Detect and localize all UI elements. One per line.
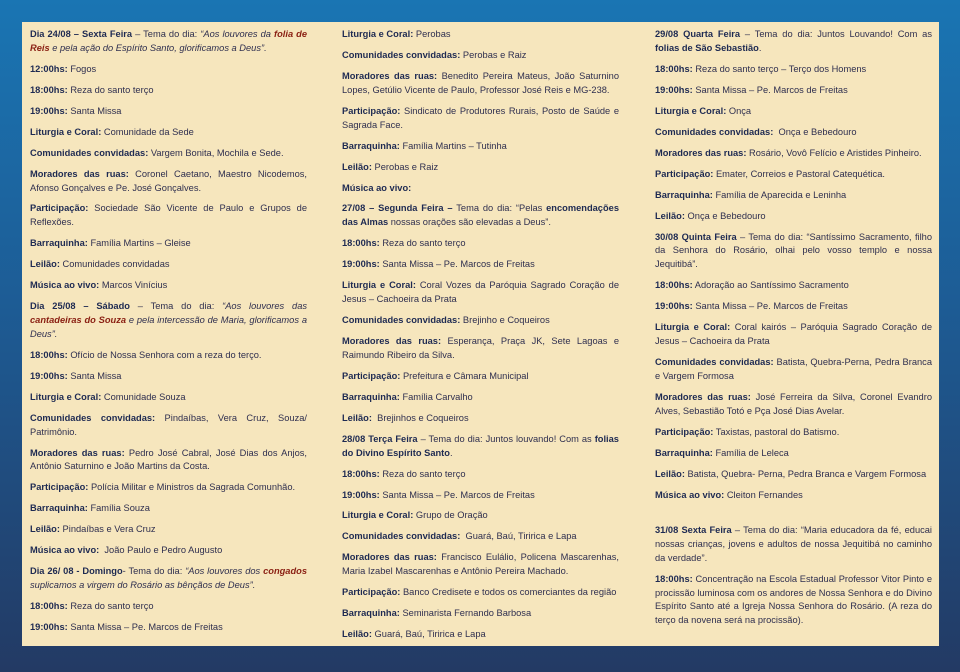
entry-heading: Dia 24/08 – Sexta Feira — [30, 29, 133, 39]
entry-text: Prefeitura e Câmara Municipal — [400, 370, 529, 381]
schedule-entry — [30, 63, 307, 77]
entry-heading: Leilão: — [30, 524, 60, 535]
schedule-entry — [342, 70, 619, 98]
entry-heading: 18:00hs: — [30, 349, 68, 360]
entry-text: Francisco Eulálio, Policena Mascarenhas, Maria Izabel Mascarenhas e Antônio Pereira Machado. — [342, 552, 619, 577]
entry-text: Onça e Bebedouro — [684, 210, 766, 221]
entry-text: – Tema do dia: — [129, 301, 223, 312]
schedule-entry — [342, 335, 619, 363]
entry-text: Coral kairós – Paróquia Sagrado Coração de Jesus – Cachoeira da Prata — [655, 322, 932, 346]
schedule-entry — [342, 161, 619, 175]
entry-text: Guará, Baú, Tiririca e Lapa — [371, 629, 486, 640]
entry-text: Santa Missa – Pe. Marcos de Freitas — [692, 84, 848, 95]
entry-heading: 18:00hs: — [342, 238, 380, 249]
schedule-entry — [30, 447, 307, 475]
schedule-entry — [342, 607, 619, 621]
entry-heading: Leilão: — [342, 161, 372, 172]
schedule-entry — [655, 147, 932, 161]
entry-text: Brejinho e Coqueiros — [460, 315, 550, 326]
entry-text: Batista, Quebra-Perna, Pedra Branca e Vargem Formosa — [655, 356, 932, 381]
schedule-entry — [342, 279, 619, 307]
entry-text: suplicamos a virgem do Rosário as bênçãos de Deus”. — [30, 580, 256, 591]
entry-heading: Música ao vivo: — [342, 182, 412, 193]
schedule-entry — [655, 168, 932, 182]
entry-heading: Moradores das ruas: — [30, 168, 129, 179]
entry-heading: Comunidades convidadas: — [30, 147, 149, 158]
schedule-entry — [30, 370, 307, 384]
entry-text: – Tema do dia: — [132, 29, 201, 39]
column-3 — [655, 28, 932, 635]
entry-text: Brejinhos e Coqueiros — [371, 412, 469, 423]
entry-heading: 30/08 Quinta Feira — [655, 231, 737, 242]
schedule-entry — [30, 621, 307, 635]
schedule-entry — [342, 433, 619, 461]
schedule-entry — [342, 530, 619, 544]
entry-heading: Música ao vivo: — [30, 545, 100, 556]
entry-heading: Barraquinha: — [655, 447, 713, 458]
entry-text: “Aos louvores das — [222, 301, 308, 312]
entry-heading: Barraquinha: — [342, 140, 400, 151]
schedule-entry — [655, 28, 932, 56]
schedule-entry — [655, 126, 932, 140]
entry-heading: 28/08 Terça Feira — [342, 433, 418, 444]
entry-heading: 18:00hs: — [342, 468, 380, 479]
schedule-entry — [342, 28, 619, 42]
entry-text: Esperança, Praça JK, Sete Lagoas e Raimundo Ribeiro da Silva. — [342, 336, 619, 360]
schedule-entry — [655, 489, 932, 503]
entry-text: Perobas — [413, 29, 451, 39]
entry-text: e pela ação do Espírito Santo, glorificamos a Deus”. — [49, 42, 267, 53]
schedule-entry — [30, 126, 307, 140]
entry-text: nossas orações são elevadas a Deus”. — [388, 217, 551, 228]
schedule-entry — [342, 468, 619, 482]
entry-heading: Moradores das ruas: — [342, 70, 438, 81]
entry-heading: 19:00hs: — [342, 259, 380, 270]
entry-heading: Barraquinha: — [342, 608, 400, 619]
entry-heading: 18:00hs: — [30, 84, 68, 95]
entry-text: Tema do dia: “Pelas — [452, 203, 547, 214]
entry-text: Guará, Baú, Tiririca e Lapa — [460, 531, 577, 542]
entry-text: Reza do santo terço — [379, 468, 466, 479]
schedule-entry — [342, 551, 619, 579]
entry-text: e pela intercessão de Maria, glorificamos a Deus”. — [30, 315, 307, 339]
schedule-entry — [342, 314, 619, 328]
entry-heading: Liturgia e Coral: — [655, 105, 727, 116]
entry-heading: Liturgia e Coral: — [342, 29, 414, 39]
entry-text: Família de Leleca — [712, 447, 789, 458]
entry-text: Pedro José Cabral, José Dias dos Anjos, Antônio Saturnino e João Martins da Costa. — [30, 447, 307, 472]
entry-text: – Tema do dia: “Santíssimo Sacramento, filho da Senhora do Rosário, olhai pelo vosso templo e nossa Jequitibá”. — [655, 231, 933, 270]
entry-text: Perobas e Raiz — [371, 161, 439, 172]
entry-text: Fogos — [67, 63, 97, 74]
entry-text: – Tema do dia: “Maria educadora da fé, educai nossas crianças, jovens e adultos de nossa Jequitibá no caminho da verdade”. — [655, 525, 932, 563]
entry-heading: Dia 26/ 08 - Domingo — [30, 566, 123, 577]
schedule-entry — [30, 105, 307, 119]
schedule-entry — [655, 468, 932, 482]
schedule-entry — [342, 258, 619, 272]
schedule-entry — [655, 279, 932, 293]
entry-heading: 19:00hs: — [30, 622, 68, 633]
entry-heading: Moradores das ruas: — [342, 552, 437, 563]
entry-text: Onça e Bebedouro — [773, 126, 857, 137]
entry-text: Comunidade Souza — [101, 391, 186, 402]
entry-heading: Leilão: — [655, 468, 685, 479]
schedule-entry — [342, 586, 619, 600]
entry-text: “Aos louvores dos — [185, 566, 264, 577]
schedule-entry — [342, 237, 619, 251]
entry-heading: Barraquinha: — [655, 189, 713, 200]
schedule-entry — [342, 412, 619, 426]
entry-heading: 27/08 – Segunda Feira – — [342, 203, 453, 214]
schedule-entry — [655, 426, 932, 440]
entry-text: . — [758, 42, 762, 53]
entry-text: Onça — [726, 105, 752, 116]
entry-text: Rosário, Vovô Felício e Aristides Pinheiro. — [746, 147, 922, 158]
entry-heading: 19:00hs: — [30, 105, 68, 116]
entry-text: José Ferreira da Silva, Coronel Evandro Alves, Sebastião Totó e Pça José Dias Avelar. — [655, 391, 932, 416]
entry-text: Santa Missa — [67, 105, 122, 116]
schedule-entry — [30, 412, 307, 440]
entry-text: Família Martins – Tutinha — [399, 140, 507, 151]
entry-text: Pindaíbas e Vera Cruz — [59, 524, 156, 535]
schedule-entry — [655, 210, 932, 224]
schedule-entry — [30, 202, 307, 230]
entry-heading: Comunidades convidadas: — [655, 126, 774, 137]
entry-heading: Participação: — [342, 370, 401, 381]
entry-heading: Leilão: — [30, 259, 60, 270]
schedule-entry — [342, 105, 619, 133]
schedule-entry — [342, 202, 619, 230]
entry-text: Polícia Militar e Ministros da Sagrada Comunhão. — [88, 482, 296, 493]
schedule-entry — [30, 565, 307, 593]
schedule-entry — [30, 279, 307, 293]
entry-heading: Barraquinha: — [342, 391, 400, 402]
entry-text: Coral Vozes da Paróquia Sagrado Coração de Jesus – Cachoeira da Prata — [342, 280, 619, 305]
entry-heading: 12:00hs: — [30, 63, 68, 74]
schedule-entry — [655, 391, 932, 419]
schedule-entry — [655, 63, 932, 77]
entry-heading: Leilão: — [342, 412, 372, 423]
entry-text: Comunidade da Sede — [101, 126, 194, 137]
entry-heading: encomendações das Almas — [342, 203, 619, 228]
entry-text: Vargem Bonita, Mochila e Sede. — [148, 147, 284, 158]
entry-text: cantadeiras do Souza — [30, 315, 127, 326]
entry-heading: Música ao vivo: — [655, 489, 725, 500]
schedule-entry — [655, 105, 932, 119]
entry-text: Reza do santo terço — [379, 238, 466, 249]
schedule-entry — [655, 84, 932, 98]
entry-heading: Comunidades convidadas: — [342, 531, 461, 542]
column-1 — [30, 28, 307, 642]
schedule-entry — [342, 391, 619, 405]
entry-text: Santa Missa — [67, 370, 122, 381]
entry-heading: Moradores das ruas: — [342, 336, 442, 346]
schedule-entry — [30, 481, 307, 495]
entry-heading: Moradores das ruas: — [30, 447, 125, 458]
entry-heading: Comunidades convidadas: — [342, 49, 461, 60]
entry-heading: 19:00hs: — [655, 301, 693, 312]
entry-text: João Paulo e Pedro Augusto — [99, 545, 223, 556]
entry-text: Reza do santo terço — [67, 601, 154, 612]
entry-heading: Participação: — [342, 105, 401, 116]
schedule-entry — [30, 349, 307, 363]
entry-text: Pindaíbas, Vera Cruz, Souza/ Patrimônio. — [30, 412, 307, 437]
entry-text: Família Martins – Gleise — [87, 238, 191, 249]
entry-text: Grupo de Oração — [413, 510, 488, 521]
entry-text: Banco Credisete e todos os comerciantes da região — [400, 587, 617, 598]
entry-heading: Comunidades convidadas: — [342, 315, 461, 326]
entry-text: Comunidades convidadas — [59, 259, 170, 270]
entry-text: Concentração na Escola Estadual Professor Vitor Pinto e procissão luminosa com os andores de Nossa Senhora e do Divino Espírito Santo até a Igreja Nossa Senhora do Rosário. (A reza do terço da novena será na procissão). — [655, 573, 932, 626]
schedule-entry — [655, 300, 932, 314]
schedule-entry — [30, 84, 307, 98]
schedule-sheet — [22, 22, 939, 646]
entry-text: Adoração ao Santíssimo Sacramento — [692, 280, 849, 291]
entry-heading: 18:00hs: — [655, 63, 693, 74]
schedule-entry — [30, 28, 307, 56]
entry-text: Coronel Caetano, Maestro Nicodemos, Afonso Gonçalves e Pe. José Gonçalves. — [30, 168, 307, 193]
schedule-entry — [342, 182, 619, 196]
column-2 — [342, 28, 619, 649]
entry-text: Emater, Correios e Pastoral Catequética. — [713, 168, 885, 179]
entry-heading: Dia 25/08 – Sábado — [30, 301, 130, 312]
entry-text: – Tema do dia: Juntos louvando! Com as — [417, 433, 595, 444]
entry-text: Seminarista Fernando Barbosa — [399, 608, 532, 619]
schedule-entry — [30, 544, 307, 558]
entry-text: Sindicato de Produtores Rurais, Posto de Saúde e Sagrada Face. — [342, 105, 619, 130]
schedule-entry — [655, 321, 932, 349]
entry-text: - Tema do dia: — [122, 566, 186, 577]
schedule-entry — [655, 447, 932, 461]
schedule-entry — [30, 147, 307, 161]
schedule-entry — [342, 370, 619, 384]
schedule-entry — [30, 300, 307, 341]
entry-text: Santa Missa – Pe. Marcos de Freitas — [379, 259, 535, 270]
entry-text: Família de Aparecida e Leninha — [712, 189, 847, 200]
schedule-entry — [655, 573, 932, 628]
entry-text: . — [449, 447, 453, 458]
entry-heading: 19:00hs: — [342, 489, 380, 500]
entry-heading: Barraquinha: — [30, 238, 88, 249]
entry-text: Sociedade São Vicente de Paulo e Grupos de Reflexões. — [30, 203, 307, 228]
entry-text: Cleiton Fernandes — [724, 489, 803, 500]
entry-text: – Tema do dia: Juntos Louvando! Com as — [740, 29, 932, 39]
entry-heading: 29/08 Quarta Feira — [655, 29, 741, 39]
entry-text: Perobas e Raiz — [460, 49, 527, 60]
entry-heading: Participação: — [30, 482, 89, 493]
entry-heading: Comunidades convidadas: — [655, 356, 774, 367]
entry-heading: Liturgia e Coral: — [30, 391, 102, 402]
entry-heading: folias do Divino Espírito Santo — [342, 433, 619, 458]
schedule-entry — [30, 502, 307, 516]
entry-text: Benedito Pereira Mateus, João Saturnino Lopes, Getúlio Vicente de Paulo, Professor José Reis e MG-238. — [342, 70, 619, 95]
schedule-entry — [655, 524, 932, 565]
entry-heading: Moradores das ruas: — [655, 391, 751, 402]
entry-text: “Aos louvores da — [200, 29, 274, 39]
entry-heading: 18:00hs: — [655, 573, 693, 584]
entry-text: Santa Missa – Pe. Marcos de Freitas — [692, 301, 848, 312]
entry-heading: Barraquinha: — [30, 503, 88, 514]
entry-heading: Música ao vivo: — [30, 280, 100, 291]
schedule-entry — [342, 140, 619, 154]
schedule-entry — [30, 600, 307, 614]
entry-heading: Leilão: — [342, 629, 372, 640]
entry-text: Marcos Vinícius — [99, 280, 168, 291]
entry-heading: Liturgia e Coral: — [342, 280, 416, 291]
entry-heading: Leilão: — [655, 210, 685, 221]
schedule-entry — [342, 49, 619, 63]
entry-heading: 18:00hs: — [655, 280, 693, 291]
entry-heading: Participação: — [342, 587, 401, 598]
entry-text: Reza do santo terço – Terço dos Homens — [692, 63, 867, 74]
entry-text: Família Souza — [87, 503, 150, 514]
entry-heading: 19:00hs: — [655, 84, 693, 95]
entry-text: Ofício de Nossa Senhora com a reza do terço. — [67, 349, 262, 360]
entry-text: Reza do santo terço — [67, 84, 154, 95]
entry-heading: 19:00hs: — [30, 370, 68, 381]
schedule-entry — [30, 523, 307, 537]
schedule-entry — [30, 258, 307, 272]
entry-text: Taxistas, pastoral do Batismo. — [713, 426, 840, 437]
entry-text: folia de Reis — [30, 29, 307, 53]
entry-text: Santa Missa – Pe. Marcos de Freitas — [67, 622, 223, 633]
schedule-entry — [30, 391, 307, 405]
entry-text: Família Carvalho — [399, 391, 473, 402]
entry-text: congados — [263, 566, 307, 577]
entry-heading: Liturgia e Coral: — [342, 510, 414, 521]
schedule-entry — [30, 237, 307, 251]
schedule-entry — [655, 189, 932, 203]
entry-heading: 18:00hs: — [30, 601, 68, 612]
schedule-entry — [655, 356, 932, 384]
schedule-entry — [342, 489, 619, 503]
entry-heading: Participação: — [655, 168, 714, 179]
entry-heading: 31/08 Sexta Feira — [655, 525, 732, 536]
schedule-entry — [30, 168, 307, 196]
entry-heading: Liturgia e Coral: — [655, 322, 731, 333]
entry-heading: folias de São Sebastião — [655, 42, 759, 53]
entry-text: Batista, Quebra- Perna, Pedra Branca e Vargem Formosa — [684, 468, 927, 479]
entry-heading: Liturgia e Coral: — [30, 126, 102, 137]
schedule-entry — [655, 231, 932, 272]
entry-heading: Participação: — [655, 426, 714, 437]
entry-heading: Participação: — [30, 203, 89, 214]
entry-text: Santa Missa – Pe. Marcos de Freitas — [379, 489, 535, 500]
entry-heading: Moradores das ruas: — [655, 147, 747, 158]
entry-heading: Comunidades convidadas: — [30, 412, 156, 423]
schedule-entry — [342, 628, 619, 642]
schedule-entry — [342, 509, 619, 523]
